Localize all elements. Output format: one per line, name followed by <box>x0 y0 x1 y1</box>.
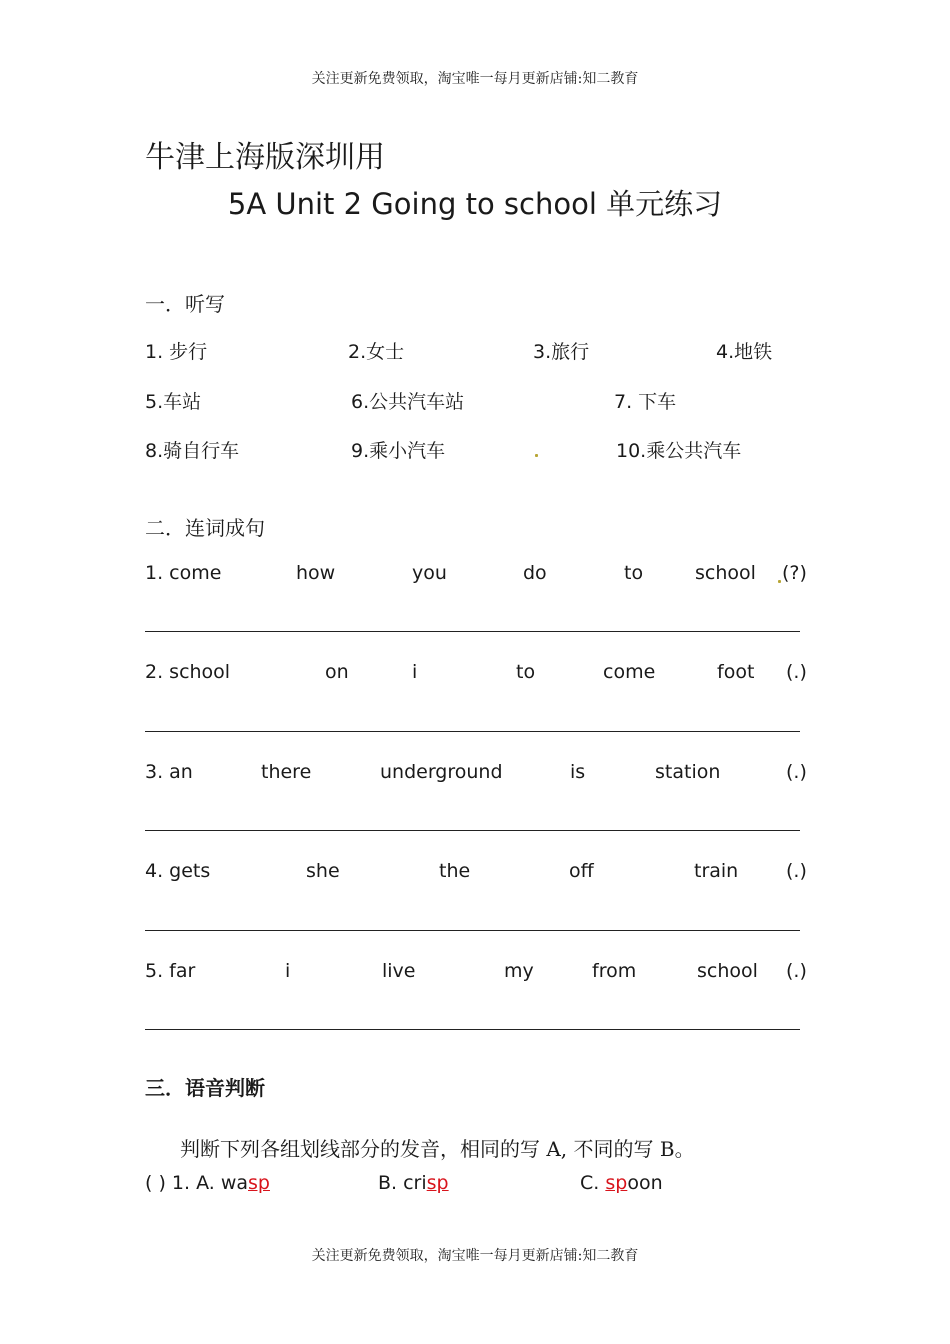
scrambled-word: i <box>285 960 291 982</box>
scrambled-word: 1. come <box>145 562 222 584</box>
underlined-sound: sp <box>605 1172 628 1194</box>
scrambled-word: my <box>504 960 534 982</box>
stray-mark <box>778 580 781 583</box>
scrambled-word: to <box>516 661 536 683</box>
dictation-item: 4.地铁 <box>716 341 773 363</box>
sentence-punctuation: (.) <box>786 661 807 683</box>
option-c-label: C. <box>580 1172 606 1194</box>
scrambled-word: on <box>325 661 349 683</box>
underlined-sound: sp <box>426 1172 449 1194</box>
phonics-question-1 <box>145 1172 270 1194</box>
sentence-punctuation: (.) <box>786 761 807 783</box>
scrambled-word: school <box>697 960 758 982</box>
phonics-option-c <box>580 1172 663 1194</box>
scrambled-word: 2. school <box>145 661 231 683</box>
section2-heading: 二．连词成句 <box>145 516 265 540</box>
dictation-item: 1. 步行 <box>145 341 208 363</box>
answer-line <box>145 631 800 632</box>
section3-instruction: 判断下列各组划线部分的发音，相同的写 A, 不同的写 B。 <box>180 1137 695 1161</box>
scrambled-word: she <box>306 860 340 882</box>
scrambled-word: train <box>694 860 739 882</box>
answer-line <box>145 830 800 831</box>
dictation-item: 3.旅行 <box>533 341 590 363</box>
scrambled-word: you <box>412 562 447 584</box>
document-title-line2: 5A Unit 2 Going to school 单元练习 <box>227 187 723 221</box>
dictation-item: 8.骑自行车 <box>145 440 240 462</box>
scrambled-word: from <box>592 960 637 982</box>
underlined-sound: sp <box>248 1172 270 1194</box>
dictation-item: 10.乘公共汽车 <box>616 440 742 462</box>
scrambled-word: do <box>523 562 547 584</box>
scrambled-word: underground <box>380 761 503 783</box>
answer-line <box>145 930 800 931</box>
scrambled-word: 3. an <box>145 761 193 783</box>
dictation-item: 9.乘小汽车 <box>351 440 446 462</box>
scrambled-word: 5. far <box>145 960 196 982</box>
scrambled-word: live <box>382 960 416 982</box>
stray-mark <box>535 454 538 457</box>
dictation-item: 6.公共汽车站 <box>351 391 465 413</box>
dictation-item: 5.车站 <box>145 391 202 413</box>
scrambled-word: 4. gets <box>145 860 211 882</box>
option-c-rest: oon <box>627 1172 663 1194</box>
scrambled-word: how <box>296 562 336 584</box>
scrambled-word: off <box>569 860 594 882</box>
answer-bracket-and-option-a: ( ) 1. A. wa <box>145 1172 248 1194</box>
scrambled-word: is <box>570 761 586 783</box>
dictation-item: 2.女士 <box>348 341 405 363</box>
section1-heading: 一．听写 <box>145 292 225 316</box>
answer-line <box>145 731 800 732</box>
phonics-option-b <box>378 1172 449 1194</box>
page-header: 关注更新免费领取，淘宝唯一每月更新店铺:知二教育 <box>311 71 639 87</box>
scrambled-word: the <box>439 860 471 882</box>
sentence-punctuation: (?) <box>782 562 807 584</box>
scrambled-word: come <box>603 661 656 683</box>
section3-heading: 三．语音判断 <box>145 1076 265 1100</box>
scrambled-word: i <box>412 661 418 683</box>
scrambled-word: there <box>261 761 312 783</box>
dictation-item: 7. 下车 <box>614 391 677 413</box>
answer-line <box>145 1029 800 1030</box>
scrambled-word: to <box>624 562 644 584</box>
sentence-punctuation: (.) <box>786 960 807 982</box>
sentence-punctuation: (.) <box>786 860 807 882</box>
option-b-text: B. cri <box>378 1172 427 1194</box>
scrambled-word: foot <box>717 661 755 683</box>
page-footer: 关注更新免费领取，淘宝唯一每月更新店铺:知二教育 <box>311 1248 639 1264</box>
scrambled-word: school <box>695 562 756 584</box>
document-title-line1: 牛津上海版深圳用 <box>145 140 385 175</box>
scrambled-word: station <box>655 761 721 783</box>
